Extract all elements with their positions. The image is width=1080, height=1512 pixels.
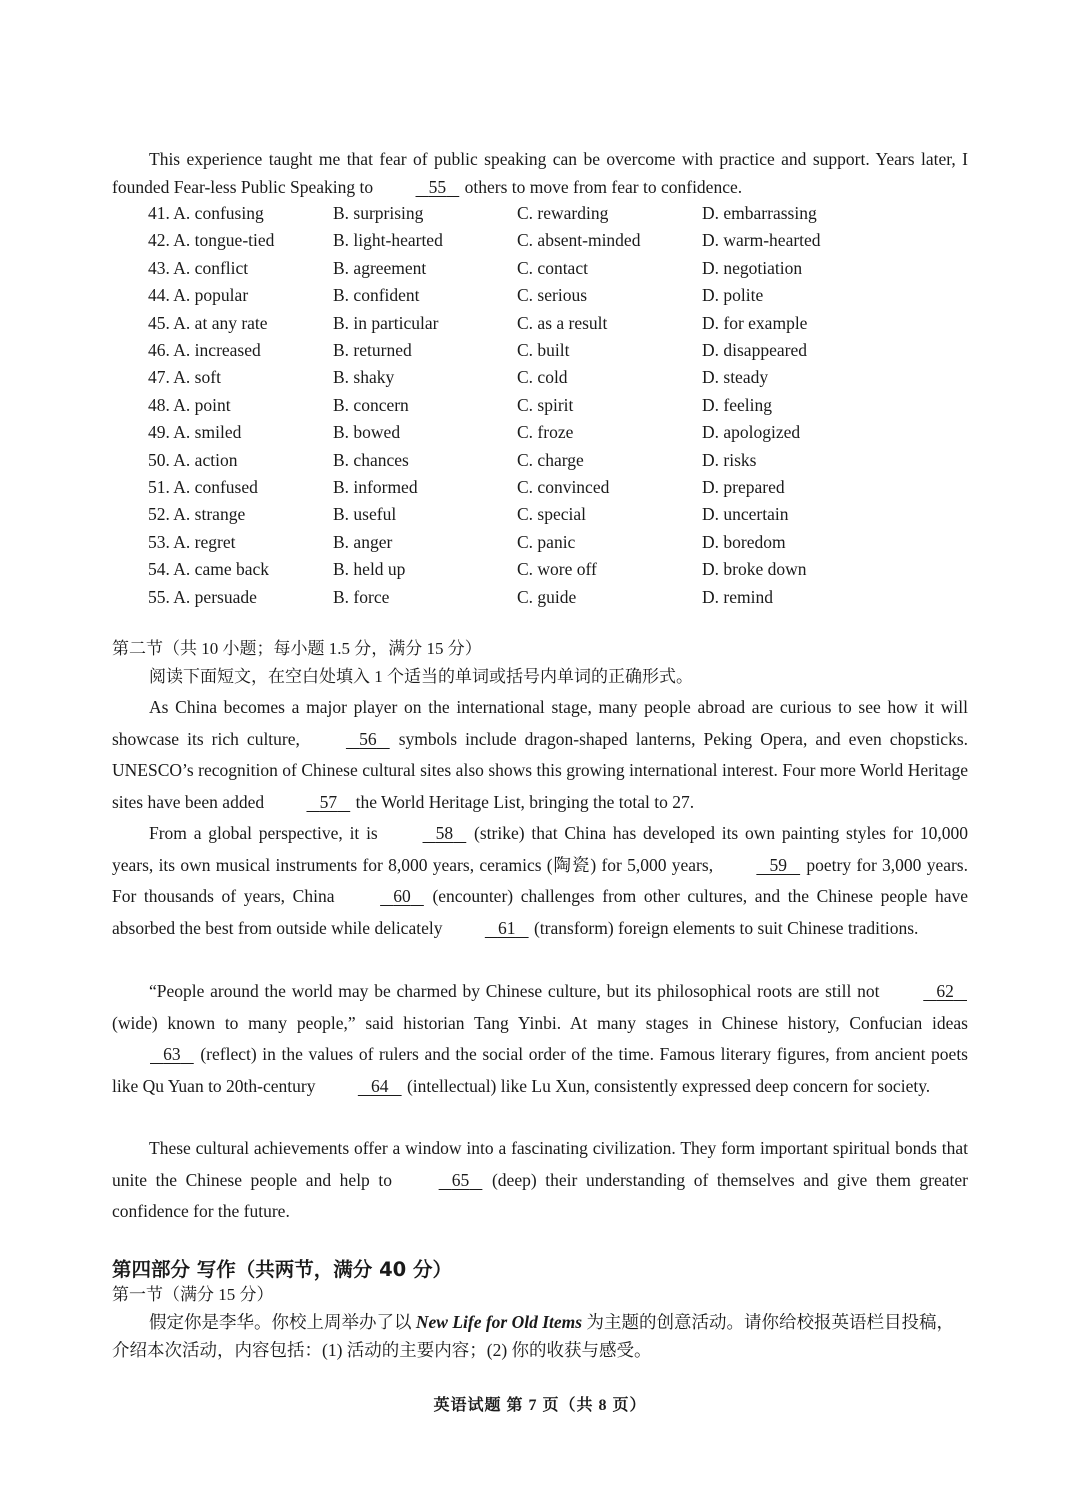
option-d: D. remind xyxy=(702,586,773,607)
part4-subheading: 第一节（满分 15 分） xyxy=(112,1285,274,1304)
passage-text: (strike) that China has developed its own painting styles for 10,000 years, its own musical instruments for 8,000 years, ceramics (陶瓷) for 5,000 years, xyxy=(112,823,968,875)
passage-text: (wide) known to many people,” said historian Tang Yinbi. At many stages in Chinese history, Confucian ideas xyxy=(112,1012,968,1033)
option-b: B. chances xyxy=(333,449,409,470)
option-c: C. cold xyxy=(517,367,568,388)
option-b: B. anger xyxy=(333,531,393,552)
passage-text: (intellectual) like Lu Xun, consistently expressed deep concern for society. xyxy=(402,1075,931,1096)
part4-heading: 第四部分 写作（共两节，满分 40 分） xyxy=(112,1258,453,1281)
option-b: B. force xyxy=(333,586,390,607)
option-b: B. confident xyxy=(333,285,420,306)
option-row xyxy=(148,584,902,611)
writing-task: 假定你是李华。你校上周举办了以 New Life for Old Items 为主题的创意活动。请你给校报英语栏目投稿，介绍本次活动，内容包括：(1) 活动的主要内容；(2) 你的收获与感受。 xyxy=(112,1312,954,1360)
option-b: B. surprising xyxy=(333,203,424,223)
passage-text: As China becomes a major player on the international stage, many people abroad are curious to see how it will showcase its rich culture, xyxy=(112,697,968,749)
option-b: B. useful xyxy=(333,504,397,525)
option-b: B. in particular xyxy=(333,312,439,333)
section2-heading: 第二节（共 10 小题；每小题 1.5 分，满分 15 分） xyxy=(112,639,482,658)
option-a: 47. A. soft xyxy=(148,367,221,388)
passage-text: poetry for 3,000 years. For thousands of years, China xyxy=(112,854,968,906)
option-c: C. special xyxy=(517,504,587,525)
option-c: C. serious xyxy=(517,285,587,306)
blank-55: 55 xyxy=(428,176,447,197)
option-c: C. contact xyxy=(517,257,588,278)
option-c: C. guide xyxy=(517,586,577,607)
option-b: B. held up xyxy=(333,559,406,580)
blank-58: 58 xyxy=(435,823,454,843)
option-d: D. negotiation xyxy=(702,257,803,278)
option-c: C. charge xyxy=(517,449,584,470)
passage-p4 xyxy=(112,1133,968,1228)
option-c: C. built xyxy=(517,340,570,361)
option-b: B. concern xyxy=(333,394,409,415)
option-d: D. broke down xyxy=(702,559,807,580)
option-a: 49. A. smiled xyxy=(148,422,242,443)
passage-text: (deep) their understanding of themselves and give them greater confidence for the future. xyxy=(112,1169,968,1221)
passage-text: the World Heritage List, bringing the total to 27. xyxy=(351,791,695,812)
passage-text: “People around the world may be charmed by Chinese culture, but its philosophical roots are still not xyxy=(149,981,886,1001)
option-c: C. wore off xyxy=(517,559,597,580)
option-d: D. for example xyxy=(702,312,808,333)
option-c: C. froze xyxy=(517,422,574,443)
option-d: D. boredom xyxy=(702,531,786,552)
option-row xyxy=(148,501,902,528)
option-a: 44. A. popular xyxy=(148,285,249,306)
option-a: 46. A. increased xyxy=(148,340,261,361)
option-c: C. absent-minded xyxy=(517,230,641,251)
option-d: D. polite xyxy=(702,285,764,306)
option-c: C. rewarding xyxy=(517,203,609,223)
blank-59: 59 xyxy=(769,854,787,875)
option-d: D. steady xyxy=(702,367,769,388)
task-title: New Life for Old Items xyxy=(415,1312,583,1332)
blank-65: 65 xyxy=(451,1169,470,1190)
option-a: 48. A. point xyxy=(148,394,231,415)
option-a: 53. A. regret xyxy=(148,531,236,552)
passage-text: (reflect) in the values of rulers and the social order of the time. Famous literary figures, from ancient poets like Qu Yuan to 20th-century xyxy=(112,1044,968,1096)
option-row xyxy=(148,282,902,309)
option-c: C. convinced xyxy=(517,477,610,498)
option-row xyxy=(148,255,902,282)
blank-60: 60 xyxy=(393,886,411,906)
option-a: 51. A. confused xyxy=(148,477,258,498)
option-row xyxy=(148,556,902,583)
option-row xyxy=(148,364,902,391)
blank-57: 57 xyxy=(319,791,338,812)
option-a: 50. A. action xyxy=(148,449,238,470)
option-row xyxy=(148,337,902,364)
option-d: D. embarrassing xyxy=(702,203,817,223)
passage-p3 xyxy=(112,976,968,1102)
blank-56: 56 xyxy=(359,728,377,749)
option-d: D. apologized xyxy=(702,422,801,443)
option-d: D. warm-hearted xyxy=(702,230,821,251)
option-a: 55. A. persuade xyxy=(148,586,257,607)
option-a: 45. A. at any rate xyxy=(148,312,268,333)
passage-text: From a global perspective, it is xyxy=(149,823,385,843)
blank-64: 64 xyxy=(370,1075,389,1096)
option-d: D. feeling xyxy=(702,394,772,415)
option-b: B. bowed xyxy=(333,422,401,443)
option-c: C. panic xyxy=(517,531,576,552)
option-a: 42. A. tongue-tied xyxy=(148,230,275,251)
intro-paragraph: This experience taught me that fear of public speaking can be overcome with practice and support. Years later, I founded Fear-less Public Speaking to 55 others to move from fear to confidence. xyxy=(112,146,968,201)
options-table xyxy=(148,200,902,611)
page-footer: 英语试题 第 7 页（共 8 页） xyxy=(433,1397,647,1414)
option-row xyxy=(148,419,902,446)
option-d: D. prepared xyxy=(702,477,785,498)
option-row xyxy=(148,200,902,227)
option-row xyxy=(148,474,902,501)
option-b: B. shaky xyxy=(333,367,395,388)
option-a: 52. A. strange xyxy=(148,504,246,525)
option-c: C. as a result xyxy=(517,312,608,333)
option-a: 41. A. confusing xyxy=(148,203,264,223)
option-c: C. spirit xyxy=(517,394,574,415)
option-b: B. informed xyxy=(333,477,418,498)
option-row xyxy=(148,227,902,254)
option-d: D. risks xyxy=(702,449,757,470)
blank-62: 62 xyxy=(936,981,954,1001)
passage-text: These cultural achievements offer a window into a fascinating civilization. They form important spiritual bonds that unite the Chinese people and help to xyxy=(112,1138,968,1190)
section2-instruction: 阅读下面短文，在空白处填入 1 个适当的单词或括号内单词的正确形式。 xyxy=(149,667,693,686)
option-b: B. light-hearted xyxy=(333,230,443,251)
option-a: 54. A. came back xyxy=(148,559,270,580)
passage-text: (transform) foreign elements to suit Chinese traditions. xyxy=(529,917,919,938)
option-row xyxy=(148,529,902,556)
option-d: D. disappeared xyxy=(702,340,807,361)
passage-p2 xyxy=(112,818,968,944)
passage-text: (encounter) challenges from other cultures, and the Chinese people have absorbed the best from outside while delicately xyxy=(112,886,968,938)
option-row xyxy=(148,392,902,419)
option-a: 43. A. conflict xyxy=(148,257,249,278)
option-b: B. agreement xyxy=(333,257,427,278)
option-row xyxy=(148,447,902,474)
passage-p1 xyxy=(112,692,968,818)
passage-text: symbols include dragon-shaped lanterns, Peking Opera, and even chopsticks. UNESCO’s recognition of Chinese cultural sites also shows this growing international interest. Four more World Heritage sites have been added xyxy=(112,728,969,812)
blank-63: 63 xyxy=(163,1044,181,1064)
blank-61: 61 xyxy=(497,917,516,938)
option-b: B. returned xyxy=(333,340,412,361)
option-d: D. uncertain xyxy=(702,504,789,525)
option-row xyxy=(148,310,902,337)
